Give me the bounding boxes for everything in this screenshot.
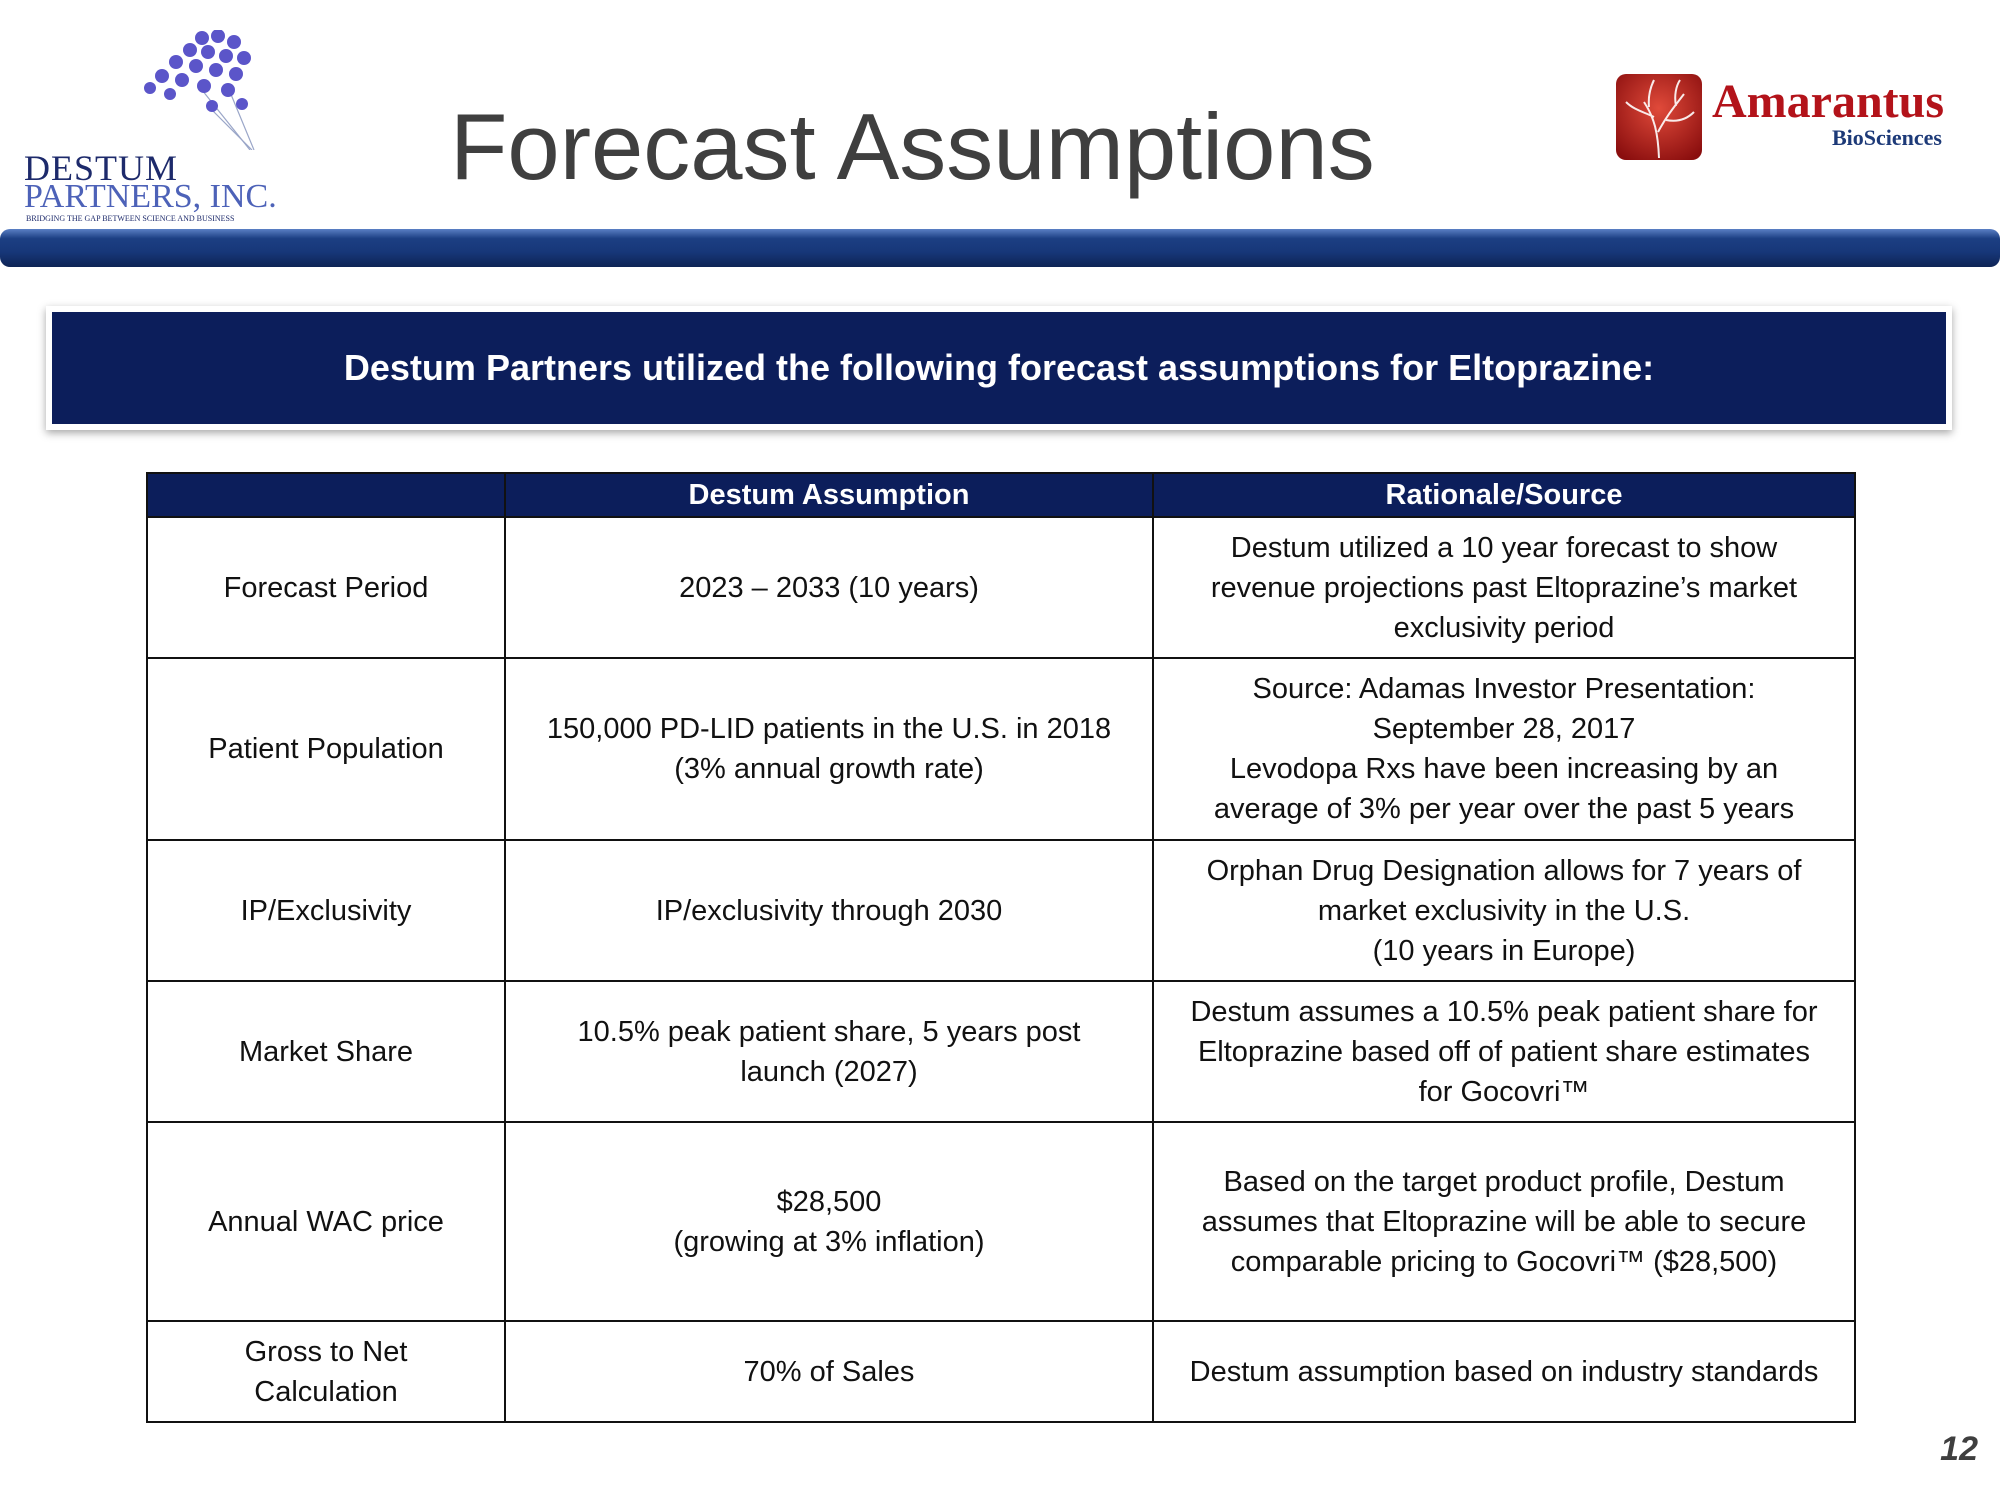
rationale-line: exclusivity period: [1393, 611, 1615, 644]
table-row: [147, 658, 1855, 840]
rationale-line: Destum assumes a 10.5% peak patient share for: [1190, 995, 1818, 1028]
rationale-line: assumes that Eltoprazine will be able to secure: [1201, 1205, 1807, 1238]
row-label: [147, 981, 505, 1122]
rationale-line: Levodopa Rxs have been increasing by an: [1229, 753, 1779, 785]
header-rationale: Rationale/Source: [1153, 473, 1855, 517]
assumption-cell: [505, 517, 1153, 658]
rationale-cell: [1153, 517, 1855, 658]
table-header-row: [147, 473, 1855, 517]
row-label-line: Market Share: [238, 1035, 414, 1068]
table-row: [147, 840, 1855, 981]
row-label: [147, 517, 505, 658]
table-row: [147, 1321, 1855, 1422]
rationale-line: Source: Adamas Investor Presentation:: [1252, 673, 1756, 705]
row-label-line: Forecast Period: [223, 571, 429, 604]
assumption-cell: [505, 1321, 1153, 1422]
slide-title: Forecast Assumptions: [450, 94, 1375, 199]
table-row: [147, 981, 1855, 1122]
header-assumption: Destum Assumption: [505, 473, 1153, 517]
assumption-line: IP/exclusivity through 2030: [655, 894, 1003, 927]
amarantus-logo: [1614, 72, 1974, 162]
rationale-cell: [1153, 1122, 1855, 1321]
rationale-line: Destum utilized a 10 year forecast to show: [1230, 531, 1778, 564]
rationale-cell: [1153, 658, 1855, 840]
row-label-line: IP/Exclusivity: [240, 894, 412, 927]
rationale-line: for Gocovri™: [1418, 1075, 1590, 1108]
assumption-cell: [505, 981, 1153, 1122]
assumption-cell: [505, 658, 1153, 840]
assumption-line: 2023 – 2033 (10 years): [679, 571, 979, 604]
assumption-line: 10.5% peak patient share, 5 years post: [577, 1015, 1081, 1048]
table-row: [147, 517, 1855, 658]
rationale-line: average of 3% per year over the past 5 years: [1213, 793, 1795, 825]
destum-logo-name: DESTUM: [24, 148, 179, 188]
rationale-line: (10 years in Europe): [1372, 934, 1636, 967]
assumption-cell: [505, 840, 1153, 981]
page-number: 12: [1940, 1430, 1978, 1468]
rationale-cell: [1153, 981, 1855, 1122]
amarantus-mark-icon: [1614, 72, 1704, 162]
rationale-line: September 28, 2017: [1372, 713, 1636, 745]
assumption-line: 150,000 PD-LID patients in the U.S. in 2018: [546, 713, 1112, 745]
row-label-line: Calculation: [254, 1375, 398, 1408]
rationale-line: revenue projections past Eltoprazine’s market: [1210, 571, 1798, 604]
banner-frame: [46, 306, 1952, 430]
rationale-line: Destum assumption based on industry standards: [1189, 1355, 1819, 1388]
header-divider: [0, 229, 2000, 267]
destum-logo-partners: PARTNERS, INC.: [24, 178, 277, 215]
row-label: [147, 658, 505, 840]
assumption-line: (3% annual growth rate): [674, 753, 984, 785]
rationale-line: Based on the target product profile, Destum: [1223, 1165, 1785, 1198]
row-label: [147, 1122, 505, 1321]
rationale-line: Eltoprazine based off of patient share estimates: [1197, 1035, 1811, 1068]
assumption-line: $28,500: [776, 1185, 882, 1218]
row-label-line: Gross to Net: [244, 1335, 408, 1368]
assumption-line: (growing at 3% inflation): [673, 1225, 985, 1258]
rationale-cell: [1153, 840, 1855, 981]
banner-text: Destum Partners utilized the following forecast assumptions for Eltoprazine:: [52, 312, 1946, 424]
row-label: [147, 840, 505, 981]
rationale-cell: [1153, 1321, 1855, 1422]
amarantus-sub: BioSciences: [1832, 125, 1942, 150]
rationale-line: comparable pricing to Gocovri™ ($28,500): [1230, 1245, 1778, 1278]
assumption-line: 70% of Sales: [743, 1355, 915, 1388]
table-row: [147, 1122, 1855, 1321]
destum-partners-logo: [22, 30, 292, 223]
molecule-cluster-icon: [142, 30, 292, 150]
header-empty: [147, 473, 505, 517]
row-label: [147, 1321, 505, 1422]
rationale-line: Orphan Drug Designation allows for 7 years of: [1206, 854, 1802, 887]
rationale-line: market exclusivity in the U.S.: [1317, 894, 1691, 927]
row-label-line: Annual WAC price: [208, 1205, 444, 1238]
assumption-cell: [505, 1122, 1153, 1321]
row-label-line: Patient Population: [208, 733, 444, 765]
amarantus-name: Amarantus: [1712, 75, 1945, 128]
assumptions-table: [146, 472, 1856, 1423]
destum-logo-tagline: BRIDGING THE GAP BETWEEN SCIENCE AND BUSINESS: [26, 214, 235, 223]
assumption-line: launch (2027): [740, 1055, 918, 1088]
